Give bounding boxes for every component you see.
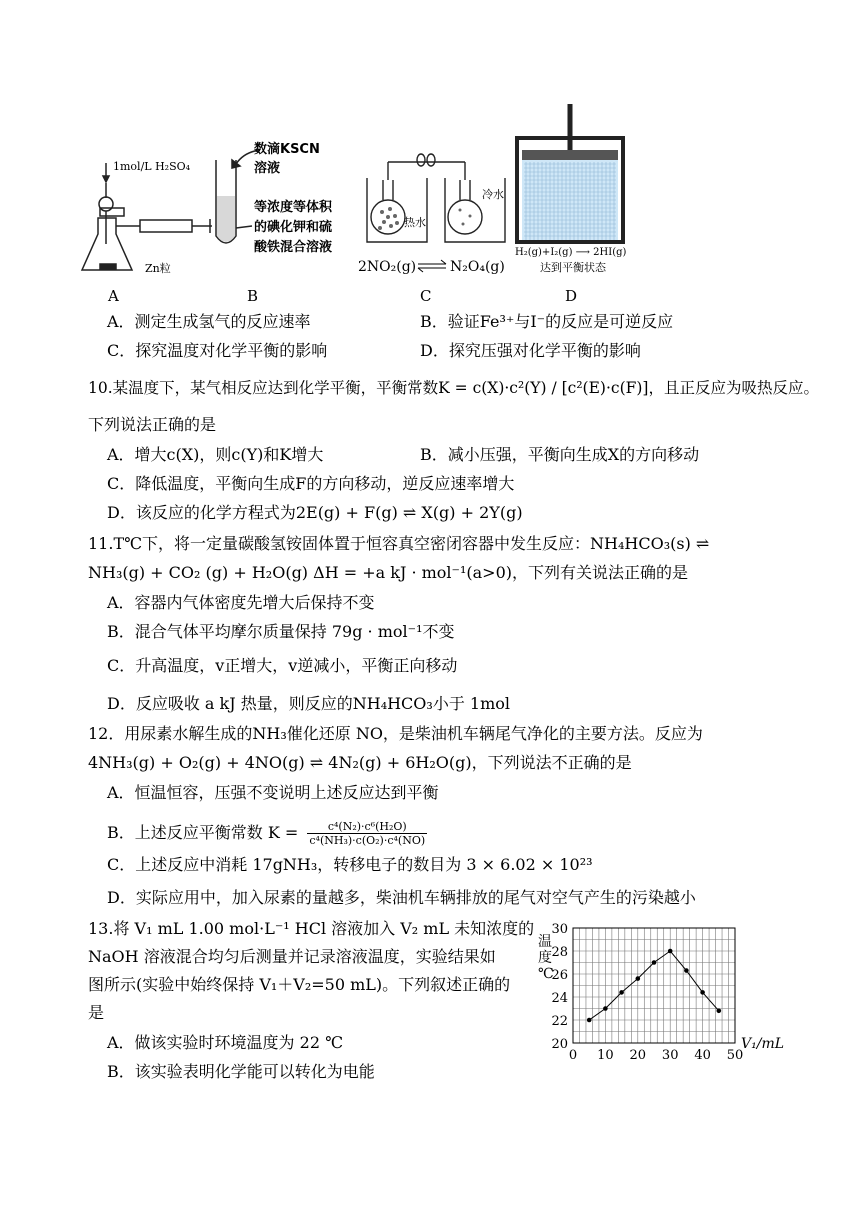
figure-d-equation: H₂(g)+I₂(g) ⟶ 2HI(g)	[515, 247, 627, 258]
data-point	[652, 960, 657, 965]
q10-option-c: C．降低温度，平衡向生成F的方向移动，逆反应速率增大	[107, 474, 515, 493]
y-tick-label: 26	[551, 968, 568, 983]
q13-stem-line3: 图所示(实验中始终保持 V₁＋V₂=50 mL)。下列叙述正确的	[88, 975, 511, 994]
figure-c-equation-left: 2NO₂(g)	[358, 259, 417, 275]
figure-a-apparatus	[82, 163, 212, 270]
q12-option-b	[107, 820, 427, 847]
q13-stem-line4: 是	[88, 1003, 105, 1022]
q12-stem-line1: 12．用尿素水解生成的NH₃催化还原 NO，是柴油机车辆尾气净化的主要方法。反应为	[88, 724, 703, 743]
figure-d-gas-grid	[524, 162, 616, 240]
y-tick-label: 30	[551, 922, 568, 937]
q10-option-d: D．该反应的化学方程式为2E(g) + F(g) ⇌ X(g) + 2Y(g)	[107, 503, 523, 522]
fraction-numerator: c⁴(N₂)·c⁶(H₂O)	[307, 820, 427, 834]
x-tick-label: 30	[661, 1048, 679, 1063]
q9-option-d: D．探究压强对化学平衡的影响	[420, 341, 641, 360]
x-tick-label: 10	[597, 1048, 614, 1063]
figure-a-letter: A	[108, 287, 119, 305]
equilibrium-arrow-icon	[418, 260, 446, 272]
q11-option-c: C．升高温度，v正增大，v逆减小，平衡正向移动	[107, 656, 458, 675]
equilibrium-constant-fraction	[307, 820, 427, 847]
data-point	[684, 968, 689, 973]
data-point	[636, 976, 641, 981]
figure-b-bottom-line3: 酸铁混合溶液	[254, 240, 333, 255]
temperature-chart	[526, 918, 826, 1063]
q11-option-a: A．容器内气体密度先增大后保持不变	[107, 593, 375, 612]
q12-option-b-prefix: B．上述反应平衡常数 K =	[107, 823, 299, 842]
q9-option-b: B．验证Fe³⁺与I⁻的反应是可逆反应	[420, 312, 674, 331]
figure-d-letter: D	[565, 287, 578, 305]
y-tick-label: 22	[551, 1014, 568, 1029]
figure-b-top-line1: 数滴KSCN	[254, 142, 320, 157]
x-tick-label: 50	[726, 1048, 744, 1063]
y-axis-label: 温度℃	[538, 934, 554, 982]
data-point	[603, 1006, 608, 1011]
q10-option-b: B．减小压强，平衡向生成X的方向移动	[420, 445, 700, 464]
q9-option-c: C．探究温度对化学平衡的影响	[107, 341, 328, 360]
fraction-denominator: c⁴(NH₃)·c(O₂)·c⁴(NO)	[309, 834, 426, 847]
data-point	[619, 990, 624, 995]
figure-c-letter: C	[420, 287, 432, 305]
x-tick-label: 20	[629, 1048, 647, 1063]
q11-option-d: D．反应吸收 a kJ 热量，则反应的NH₄HCO₃小于 1mol	[107, 694, 511, 713]
q13-option-a: A．做该实验时环境温度为 22 ℃	[107, 1033, 343, 1052]
q12-option-a: A．恒温恒容，压强不变说明上述反应达到平衡	[107, 783, 439, 802]
q11-stem-line1: 11.T℃下，将一定量碳酸氢铵固体置于恒容真空密闭容器中发生反应：NH₄HCO₃(s) ⇌	[88, 534, 710, 553]
q10-option-a: A．增大c(X)，则c(Y)和K增大	[107, 445, 324, 464]
y-tick-label: 20	[551, 1037, 568, 1052]
y-tick-label: 28	[551, 945, 568, 960]
q10-stem-line2: 下列说法正确的是	[88, 415, 217, 434]
figure-c-equation-right: N₂O₄(g)	[450, 259, 505, 275]
q9-option-a: A．测定生成氢气的反应速率	[107, 312, 311, 331]
q11-option-b: B．混合气体平均摩尔质量保持 79g · mol⁻¹不变	[107, 622, 455, 641]
data-point	[668, 949, 673, 954]
x-axis-label: V₁/mL	[741, 1036, 785, 1052]
data-point	[717, 1009, 722, 1014]
q13-stem-line2: NaOH 溶液混合均匀后测量并记录溶液温度，实验结果如	[88, 947, 496, 966]
q13-stem-line1: 13.将 V₁ mL 1.00 mol·L⁻¹ HCl 溶液加入 V₂ mL 未知浓度的	[88, 919, 535, 938]
figure-b-bottom-line2: 的碘化钾和硫	[254, 220, 333, 235]
q13-option-b: B．该实验表明化学能可以转化为电能	[107, 1062, 375, 1081]
figure-b-letter: B	[247, 287, 259, 305]
figure-b-bottom-line1: 等浓度等体积	[254, 200, 333, 215]
q11-stem-line2: NH₃(g) + CO₂ (g) + H₂O(g) ΔH = +a kJ · mol⁻¹(a>0)，下列有关说法正确的是	[88, 563, 689, 582]
figure-c-hot-label: 热水	[404, 216, 426, 229]
figure-d-caption: 达到平衡状态	[540, 261, 606, 274]
figure-b-top-line2: 溶液	[254, 161, 281, 176]
data-point	[700, 990, 705, 995]
x-tick-label: 0	[568, 1048, 578, 1063]
figure-a-acid-label: 1mol/L H₂SO₄	[113, 160, 191, 173]
apparatus-figures	[0, 0, 860, 285]
figure-a-solid-label: Zn粒	[145, 262, 171, 275]
q10-stem-line1: 10.某温度下，某气相反应达到化学平衡，平衡常数K = c(X)·c²(Y) / [c²(E)·c(F)]，且正反应为吸热反应。	[88, 379, 819, 397]
x-tick-label: 40	[694, 1048, 711, 1063]
q12-option-c: C．上述反应中消耗 17gNH₃，转移电子的数目为 3 × 6.02 × 10²³	[107, 855, 593, 874]
q12-option-d: D．实际应用中，加入尿素的量越多，柴油机车辆排放的尾气对空气产生的污染越小	[107, 888, 696, 907]
figure-c-cold-label: 冷水	[482, 188, 504, 201]
data-point	[587, 1018, 592, 1023]
y-tick-label: 24	[551, 991, 568, 1006]
q12-stem-line2: 4NH₃(g) + O₂(g) + 4NO(g) ⇌ 4N₂(g) + 6H₂O(g)，下列说法不正确的是	[88, 753, 632, 772]
